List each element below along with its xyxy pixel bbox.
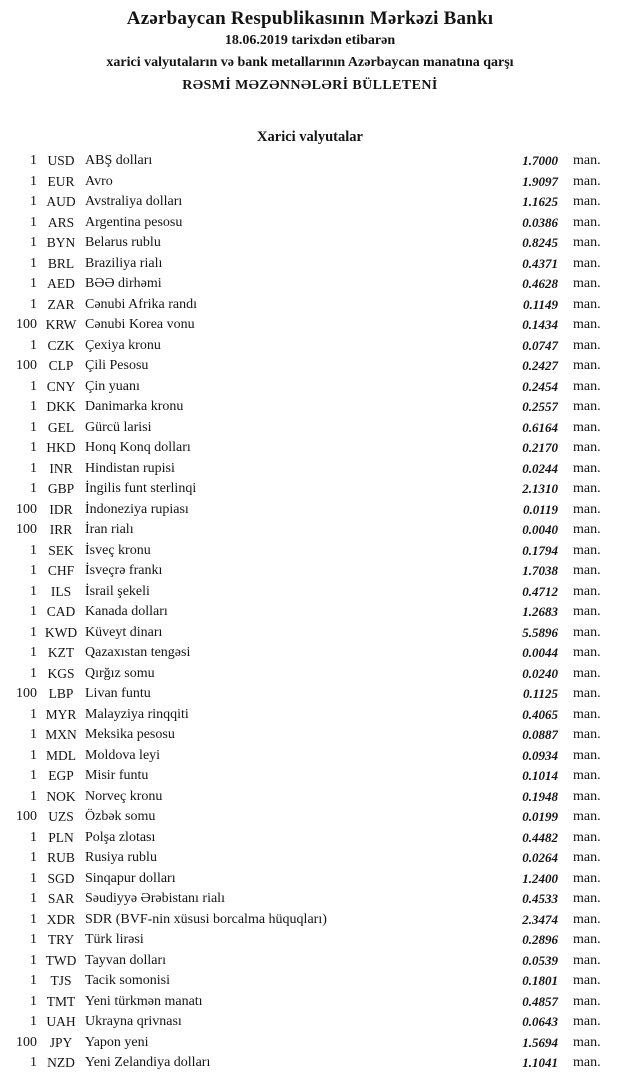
unit-label: man. [573,768,601,783]
currency-quantity: 1 [30,768,37,783]
currency-quantity: 1 [30,952,37,968]
unit-label: man. [573,1034,601,1050]
currency-code: MDL [46,747,76,763]
currency-name: Yapon yeni [85,1034,149,1050]
rate-value: 1.9097 [522,173,558,189]
currency-quantity: 1 [30,194,37,209]
rate-value: 0.4857 [522,993,558,1009]
currency-name: SDR (BVF-nin xüsusi borcalma hüquqları) [85,911,327,927]
table-row [0,151,620,172]
rate-value: 2.3474 [522,911,558,927]
currency-quantity: 1 [30,481,37,496]
table-row [0,295,620,316]
currency-code: KWD [44,624,78,640]
currency-quantity: 1 [30,973,37,988]
currency-name: Türk lirəsi [85,932,144,947]
rate-value: 0.0199 [522,809,558,824]
currency-quantity: 1 [30,911,37,927]
rate-value: 0.1149 [522,296,558,312]
currency-quantity: 1 [30,276,37,291]
currency-code: DKK [46,399,76,414]
unit-label: man. [573,173,601,189]
table-row [0,479,620,500]
currency-quantity: 1 [30,1014,37,1029]
currency-quantity: 1 [30,665,37,681]
currency-name: Yeni Zelandiya dolları [85,1055,211,1070]
table-row [0,438,620,459]
currency-quantity: 1 [30,583,37,599]
unit-label: man. [573,911,601,927]
rate-value: 0.0887 [522,727,558,742]
currency-quantity: 1 [30,440,37,455]
currency-name: Meksika pesosu [85,727,175,742]
currency-code: RUB [47,850,75,865]
currency-code: CAD [46,604,76,619]
currency-name: Qazaxıstan tengəsi [85,645,191,660]
currency-name: Rusiya rublu [85,850,157,865]
table-row [0,541,620,562]
currency-code: LBP [48,686,74,701]
table-row [0,459,620,480]
unit-label: man. [573,460,601,476]
unit-label: man. [573,563,601,578]
currency-name: Malayziya rinqqiti [85,706,189,722]
currency-code: KGS [47,665,75,681]
table-row [0,172,620,193]
rate-value: 0.0747 [522,337,558,353]
rate-value: 0.4628 [522,276,558,291]
table-row [0,971,620,992]
currency-name: Cənubi Afrika randı [85,296,197,312]
currency-code: ILS [50,583,72,599]
rate-value: 0.0040 [522,522,558,537]
rate-value: 0.0386 [522,214,558,230]
table-row [0,315,620,336]
currency-code: XDR [46,911,76,927]
currency-code: ZAR [47,296,75,312]
rate-value: 2.1310 [522,481,558,496]
rate-value: 0.2896 [522,932,558,947]
currency-name: Danimarka kronu [85,399,184,414]
currency-quantity: 1 [30,255,37,271]
currency-name: Norveç kronu [85,788,163,804]
currency-code: BYN [46,235,76,250]
unit-label: man. [573,481,601,496]
section-title-foreign-currencies: Xarici valyutalar [257,129,363,145]
table-row [0,684,620,705]
currency-name: Polşa zlotası [85,829,156,845]
table-row [0,725,620,746]
currency-quantity: 1 [30,1055,37,1070]
currency-quantity: 1 [30,563,37,578]
currency-code: BRL [47,255,75,271]
currency-name: Cənubi Korea vonu [85,317,195,332]
currency-code: INR [49,460,73,476]
unit-label: man. [573,194,601,209]
unit-label: man. [573,645,601,660]
currency-code: CNY [46,378,76,394]
rate-value: 0.2557 [522,399,558,414]
table-row [0,582,620,603]
currency-name: Misir funtu [85,768,149,783]
currency-quantity: 100 [16,686,37,701]
unit-label: man. [573,317,601,332]
currency-code: CHF [47,563,75,578]
unit-label: man. [573,542,601,558]
subject-line: xarici valyutaların və bank metallarının Azərbaycan manatına qarşı [106,55,514,70]
table-row [0,664,620,685]
rate-value: 0.1801 [522,973,558,988]
currency-quantity: 1 [30,891,37,906]
table-row [0,602,620,623]
table-row [0,848,620,869]
unit-label: man. [573,727,601,742]
table-row [0,828,620,849]
unit-label: man. [573,850,601,865]
currency-code: EUR [47,173,75,189]
currency-code: TJS [50,973,72,988]
table-row [0,746,620,767]
table-row [0,1012,620,1033]
currency-quantity: 1 [30,645,37,660]
unit-label: man. [573,604,601,619]
currency-code: HKD [46,440,76,455]
currency-name: Honq Konq dolları [85,440,191,455]
rate-value: 0.0044 [522,645,558,660]
unit-label: man. [573,440,601,455]
currency-code: SAR [47,891,75,906]
rate-value: 0.1794 [522,542,558,558]
rate-value: 0.4371 [522,255,558,271]
rate-value: 0.6164 [522,419,558,435]
table-row [0,213,620,234]
currency-name: Hindistan rupisi [85,460,175,476]
unit-label: man. [573,624,601,640]
table-row [0,643,620,664]
table-row [0,930,620,951]
unit-label: man. [573,891,601,906]
currency-code: AUD [46,194,76,209]
currency-code: KRW [45,317,77,332]
currency-name: Çin yuanı [85,378,140,394]
bulletin-title: RƏSMİ MƏZƏNNƏLƏRİ BÜLLETENİ [182,78,438,93]
currency-quantity: 1 [30,706,37,722]
currency-name: BƏƏ dirhəmi [85,276,162,291]
exchange-rates-table [0,151,620,1074]
rate-value: 0.1125 [522,686,558,701]
table-row [0,377,620,398]
currency-code: TMT [46,993,76,1009]
currency-code: EGP [48,768,74,783]
unit-label: man. [573,522,601,537]
currency-quantity: 100 [16,522,37,537]
unit-label: man. [573,952,601,968]
table-row [0,992,620,1013]
table-row [0,1033,620,1054]
rate-value: 0.0244 [522,460,558,476]
currency-quantity: 1 [30,870,37,886]
currency-code: IDR [49,501,73,517]
currency-name: Avro [85,173,113,189]
currency-code: UAH [46,1014,76,1029]
rate-value: 0.0539 [522,952,558,968]
unit-label: man. [573,870,601,886]
currency-code: IRR [49,522,73,537]
currency-quantity: 100 [16,501,37,517]
currency-quantity: 1 [30,542,37,558]
table-row [0,787,620,808]
currency-name: İngilis funt sterlinqi [85,481,197,496]
currency-name: Gürcü larisi [85,419,152,435]
unit-label: man. [573,583,601,599]
currency-quantity: 1 [30,829,37,845]
currency-name: Çexiya kronu [85,337,161,353]
currency-code: CLP [48,358,74,373]
table-row [0,623,620,644]
currency-name: Kanada dolları [85,604,168,619]
currency-code: JPY [49,1034,73,1050]
rate-value: 0.4482 [522,829,558,845]
effective-date-line: 18.06.2019 tarixdən etibarən [224,33,396,48]
rate-value: 0.0264 [522,850,558,865]
currency-code: AED [47,276,75,291]
rate-value: 1.5694 [522,1034,558,1050]
rate-value: 0.4533 [522,891,558,906]
rate-value: 0.8245 [522,235,558,250]
currency-code: MYR [45,706,77,722]
unit-label: man. [573,214,601,230]
unit-label: man. [573,747,601,763]
rate-value: 0.4712 [522,583,558,599]
rate-value: 0.4065 [522,706,558,722]
unit-label: man. [573,501,601,517]
rate-value: 0.2427 [522,358,558,373]
unit-label: man. [573,235,601,250]
table-row [0,336,620,357]
currency-quantity: 1 [30,337,37,353]
unit-label: man. [573,399,601,414]
table-row [0,192,620,213]
currency-name: İran rialı [85,522,134,537]
currency-quantity: 100 [16,317,37,332]
table-row [0,889,620,910]
currency-name: Yeni türkmən manatı [85,993,203,1009]
currency-name: Braziliya rialı [85,255,163,271]
currency-quantity: 1 [30,624,37,640]
unit-label: man. [573,993,601,1009]
unit-label: man. [573,1014,601,1029]
rate-value: 0.0119 [522,501,558,517]
unit-label: man. [573,1055,601,1070]
currency-quantity: 1 [30,378,37,394]
currency-name: Özbək somu [85,809,156,824]
unit-label: man. [573,706,601,722]
unit-label: man. [573,337,601,353]
currency-quantity: 1 [30,235,37,250]
table-row [0,766,620,787]
table-row [0,254,620,275]
currency-code: CZK [47,337,75,353]
rate-value: 1.7038 [522,563,558,578]
table-row [0,807,620,828]
currency-quantity: 1 [30,419,37,435]
currency-code: PLN [48,829,74,845]
currency-name: İsrail şekeli [85,583,150,599]
table-row [0,705,620,726]
unit-label: man. [573,686,601,701]
table-row [0,274,620,295]
currency-quantity: 1 [30,399,37,414]
currency-code: MXN [45,727,77,742]
rate-value: 1.1625 [522,194,558,209]
currency-code: UZS [48,809,74,824]
currency-code: TWD [45,952,77,968]
currency-name: İsveç kronu [85,542,151,558]
currency-quantity: 1 [30,932,37,947]
table-row [0,561,620,582]
currency-quantity: 1 [30,993,37,1009]
unit-label: man. [573,358,601,373]
currency-name: Tacik somonisi [85,973,170,988]
rate-value: 0.0643 [522,1014,558,1029]
rate-value: 0.0934 [522,747,558,763]
currency-quantity: 1 [30,747,37,763]
unit-label: man. [573,255,601,271]
currency-code: SGD [47,870,75,886]
rate-value: 0.1014 [522,768,558,783]
currency-quantity: 1 [30,788,37,804]
currency-quantity: 1 [30,727,37,742]
currency-code: KZT [47,645,75,660]
currency-name: Ukrayna qrivnası [85,1014,182,1029]
currency-quantity: 1 [30,214,37,230]
table-row [0,418,620,439]
table-row [0,500,620,521]
table-row [0,356,620,377]
currency-code: TRY [47,932,75,947]
currency-name: Səudiyyə Ərəbistanı rialı [85,891,225,906]
currency-name: Avstraliya dolları [85,194,183,209]
unit-label: man. [573,973,601,988]
rate-value: 1.2683 [522,604,558,619]
currency-quantity: 1 [30,173,37,189]
currency-name: Küveyt dinarı [85,624,163,640]
currency-code: GBP [47,481,75,496]
unit-label: man. [573,932,601,947]
table-row [0,869,620,890]
currency-quantity: 1 [30,460,37,476]
rate-value: 0.0240 [522,665,558,681]
rate-value: 0.2454 [522,378,558,394]
currency-code: SEK [48,542,74,558]
table-row [0,233,620,254]
currency-name: Argentina pesosu [85,214,183,230]
currency-code: NZD [47,1055,75,1070]
currency-code: USD [47,153,75,168]
currency-name: ABŞ dolları [85,153,153,168]
rate-value: 1.1041 [522,1055,558,1070]
currency-quantity: 100 [16,358,37,373]
currency-quantity: 1 [30,153,37,168]
unit-label: man. [573,378,601,394]
currency-code: NOK [46,788,76,804]
table-row [0,397,620,418]
currency-quantity: 1 [30,850,37,865]
bank-name-title: Azərbaycan Respublikasının Mərkəzi Bankı [126,8,494,29]
table-row [0,910,620,931]
currency-quantity: 1 [30,296,37,312]
currency-code: GEL [47,419,75,435]
currency-name: İndoneziya rupiası [85,501,189,517]
rate-value: 1.7000 [522,153,558,168]
unit-label: man. [573,419,601,435]
currency-name: Qırğız somu [85,665,155,681]
currency-quantity: 100 [16,809,37,824]
currency-code: ARS [47,214,75,230]
currency-name: İsveçrə frankı [85,563,163,578]
rate-value: 1.2400 [522,870,558,886]
unit-label: man. [573,809,601,824]
unit-label: man. [573,153,601,168]
unit-label: man. [573,788,601,804]
currency-name: Livan funtu [85,686,151,701]
unit-label: man. [573,296,601,312]
currency-quantity: 1 [30,604,37,619]
rate-value: 0.1948 [522,788,558,804]
table-row [0,520,620,541]
table-row [0,1053,620,1074]
rate-value: 5.5896 [522,624,558,640]
currency-name: Sinqapur dolları [85,870,176,886]
currency-name: Belarus rublu [85,235,161,250]
rate-value: 0.2170 [522,440,558,455]
currency-quantity: 100 [16,1034,37,1050]
unit-label: man. [573,276,601,291]
unit-label: man. [573,829,601,845]
currency-name: Moldova leyi [85,747,161,763]
rate-value: 0.1434 [522,317,558,332]
currency-name: Çili Pesosu [85,358,149,373]
table-row [0,951,620,972]
currency-name: Tayvan dolları [85,952,167,968]
unit-label: man. [573,665,601,681]
